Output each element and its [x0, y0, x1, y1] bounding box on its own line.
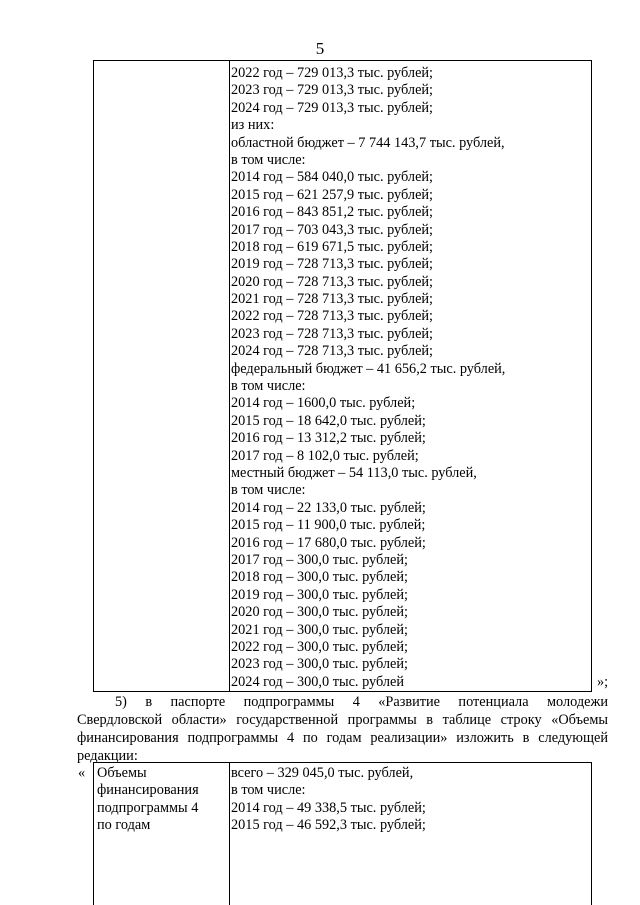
funding-line: 2024 год – 729 013,3 тыс. рублей;: [231, 99, 434, 116]
row-value-line: в том числе:: [231, 782, 306, 799]
funding-line: 2017 год – 300,0 тыс. рублей;: [231, 551, 409, 568]
funding-line: 2021 год – 300,0 тыс. рублей;: [231, 621, 409, 638]
funding-table-continued: [93, 60, 592, 692]
new-funding-row-table: [93, 762, 592, 905]
row-value-line: 2014 год – 49 338,5 тыс. рублей;: [231, 799, 426, 816]
funding-line: 2016 год – 843 851,2 тыс. рублей;: [231, 204, 434, 221]
funding-line: 2021 год – 728 713,3 тыс. рублей;: [231, 291, 434, 308]
amendment-paragraph: [77, 693, 608, 765]
funding-line: местный бюджет – 54 113,0 тыс. рублей,: [231, 464, 477, 481]
opening-quote-mark: «: [78, 765, 86, 781]
funding-line: 2020 год – 300,0 тыс. рублей;: [231, 604, 409, 621]
funding-line: 2015 год – 11 900,0 тыс. рублей;: [231, 517, 426, 534]
row-value-line: 2015 год – 46 592,3 тыс. рублей;: [231, 817, 426, 834]
funding-line: 2024 год – 300,0 тыс. рублей: [231, 673, 405, 690]
funding-line: 2022 год – 728 713,3 тыс. рублей;: [231, 308, 434, 325]
row-label-line: финансирования: [97, 782, 199, 799]
funding-line: 2023 год – 728 713,3 тыс. рублей;: [231, 325, 434, 342]
funding-line: 2020 год – 728 713,3 тыс. рублей;: [231, 273, 434, 290]
funding-line: 2019 год – 728 713,3 тыс. рублей;: [231, 256, 434, 273]
funding-values-column: [231, 65, 505, 691]
funding-line: 2016 год – 17 680,0 тыс. рублей;: [231, 534, 426, 551]
funding-line: 2019 год – 300,0 тыс. рублей;: [231, 586, 409, 603]
funding-line: 2016 год – 13 312,2 тыс. рублей;: [231, 430, 426, 447]
funding-line: 2015 год – 18 642,0 тыс. рублей;: [231, 412, 426, 429]
row-label-line: подпрограммы 4: [97, 799, 199, 816]
row-label-column: [97, 765, 199, 835]
page-number: 5: [315, 39, 325, 58]
paragraph-line: финансирования подпрограммы 4 по годам реализации» изложить в следующей: [77, 730, 608, 746]
funding-line: в том числе:: [231, 482, 306, 499]
closing-quote-mark: »;: [597, 674, 609, 690]
table-column-divider: [229, 61, 230, 691]
table-column-divider: [229, 763, 230, 905]
funding-line: 2024 год – 728 713,3 тыс. рублей;: [231, 343, 434, 360]
row-value-column: [231, 765, 426, 835]
funding-line: 2017 год – 703 043,3 тыс. рублей;: [231, 221, 434, 238]
paragraph-line: редакции:: [77, 748, 138, 764]
funding-line: из них:: [231, 117, 275, 134]
funding-line: 2023 год – 729 013,3 тыс. рублей;: [231, 82, 434, 99]
funding-line: 2017 год – 8 102,0 тыс. рублей;: [231, 447, 419, 464]
row-value-line: всего – 329 045,0 тыс. рублей,: [231, 765, 414, 781]
row-label-line: по годам: [97, 817, 151, 834]
funding-line: 2018 год – 300,0 тыс. рублей;: [231, 569, 409, 586]
funding-line: 2022 год – 300,0 тыс. рублей;: [231, 638, 409, 655]
funding-line: в том числе:: [231, 378, 306, 395]
funding-line: 2014 год – 1600,0 тыс. рублей;: [231, 395, 416, 412]
paragraph-line: 5) в паспорте подпрограммы 4 «Развитие потенциала молодежи: [115, 694, 608, 710]
paragraph-line: Свердловской области» государственной программы в таблице строку «Объемы: [77, 712, 608, 728]
funding-line: областной бюджет – 7 744 143,7 тыс. рублей,: [231, 134, 505, 151]
funding-line: 2023 год – 300,0 тыс. рублей;: [231, 656, 409, 673]
funding-line: 2022 год – 729 013,3 тыс. рублей;: [231, 65, 434, 81]
funding-line: 2014 год – 584 040,0 тыс. рублей;: [231, 169, 434, 186]
funding-line: в том числе:: [231, 151, 306, 168]
row-label-line: Объемы: [97, 765, 147, 781]
funding-line: 2018 год – 619 671,5 тыс. рублей;: [231, 238, 434, 255]
funding-line: 2015 год – 621 257,9 тыс. рублей;: [231, 186, 434, 203]
funding-line: федеральный бюджет – 41 656,2 тыс. рублей,: [231, 360, 506, 377]
funding-line: 2014 год – 22 133,0 тыс. рублей;: [231, 499, 426, 516]
